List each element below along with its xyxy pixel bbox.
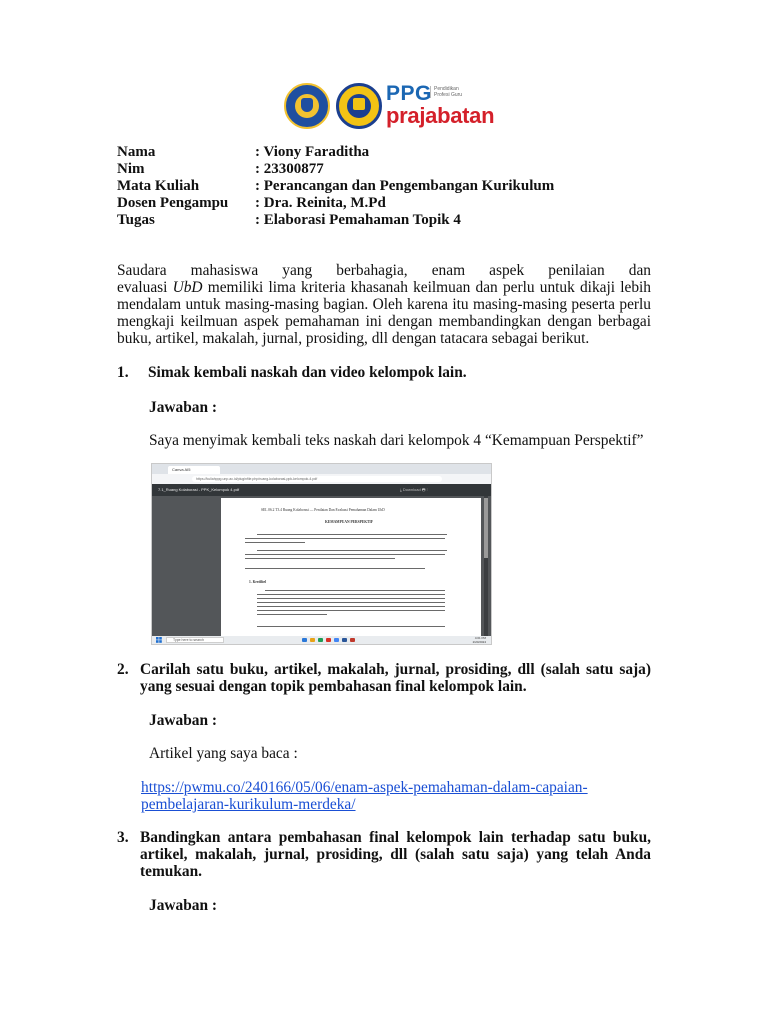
pdf-text-line: [257, 602, 445, 603]
pdf-text-line: [257, 534, 447, 535]
taskbar-clock: 4:01 PM 2/20/2024: [472, 636, 486, 644]
pdf-text-line: [257, 606, 445, 607]
question-3-jawaban-label: Jawaban :: [149, 897, 217, 914]
intro-line: evaluasi UbD memiliki lima kriteria khasanah keilmuan dan perlu untuk dikaji lebih: [117, 279, 651, 296]
pdf-page-heading: SEL 06.2 T3.4 Ruang Kolaborasi — Penilaian Dan Evaluasi Pemahaman Dalam UbD: [261, 508, 385, 512]
taskbar-app-icon: [302, 638, 307, 642]
identity-label: Dosen Pengampu: [117, 195, 229, 211]
question-3-line: temukan.: [140, 863, 202, 880]
pdf-text-line: [245, 568, 425, 569]
article-link-line-1[interactable]: https://pwmu.co/240166/05/06/enam-aspek-pemahaman-dalam-capaian-: [141, 779, 588, 796]
question-3-line: Bandingkan antara pembahasan final kelompok lain terhadap satu buku,: [140, 829, 651, 846]
unp-university-logo-icon: [336, 83, 382, 129]
identity-value: : Elaborasi Pemahaman Topik 4: [255, 212, 461, 228]
intro-paragraph: [117, 262, 651, 347]
pdf-section-heading: 1. Kredibel: [249, 580, 267, 584]
identity-label: Nim: [117, 161, 145, 177]
pdf-text-line: [245, 542, 305, 543]
pdf-page: [221, 498, 481, 636]
question-1-text: Simak kembali naskah dan video kelompok lain.: [148, 364, 467, 381]
question-1-answer: Saya menyimak kembali teks naskah dari kelompok 4 “Kemampuan Perspektif”: [149, 432, 644, 449]
question-1-jawaban-label: Jawaban :: [149, 399, 217, 416]
intro-line: Saudara mahasiswa yang berbahagia, enam aspek penilaian dan: [117, 262, 651, 279]
intro-line: mendalam untuk masing-masing bagian. Oleh karena itu masing-masing peserta perlu: [117, 296, 651, 313]
pdf-text-line: [245, 558, 395, 559]
intro-line: buku, artikel, makalah, jurnal, prosiding, dll dengan tatacara sebagai berikut.: [117, 330, 590, 347]
browser-tab: Canva AI5: [168, 466, 220, 474]
pdf-text-line: [257, 626, 445, 627]
intro-line: mengkaji keilmuan aspek pemahaman ini dengan membandingkan dengan berbagai: [117, 313, 651, 330]
browser-url-bar: https://kuliahppg.unp.ac.id/pluginfile.php/ruang-kolaborasi-ppk-kelompok-4.pdf: [192, 476, 442, 482]
identity-label: Tugas: [117, 212, 155, 228]
header-logos: [282, 80, 495, 136]
question-2-jawaban-label: Jawaban :: [149, 712, 217, 729]
embedded-browser-screenshot: [151, 463, 492, 645]
identity-value: : 23300877: [255, 161, 324, 177]
taskbar-app-icon: [342, 638, 347, 642]
question-3-number: 3.: [117, 829, 129, 846]
prajabatan-logo-word: prajabatan: [386, 103, 495, 128]
identity-value: : Perancangan dan Pengembangan Kurikulum: [255, 178, 555, 194]
pdf-toolbar-actions: ⤓ Download 🖶 ⋮: [400, 487, 428, 492]
taskbar-app-icon: [326, 638, 331, 642]
pdf-scrollbar-thumb: [484, 498, 488, 558]
pdf-text-line: [245, 554, 445, 555]
ppg-logo-word: PPG: [386, 82, 432, 105]
pdf-text-line: [245, 538, 445, 539]
taskbar-app-icon: [334, 638, 339, 642]
pdf-file-name: 7.1_Ruang Kolaborasi - PPK_Kelompok 4.pdf: [158, 487, 240, 492]
pdf-text-line: [257, 594, 445, 595]
identity-value: : Viony Faraditha: [255, 144, 370, 160]
pdf-page-title: KEMAMPUAN PERSPEKTIF: [325, 520, 374, 524]
question-2-answer: Artikel yang saya baca :: [149, 745, 298, 762]
windows-start-icon: [156, 637, 162, 643]
ppg-prajabatan-logo: [386, 82, 495, 134]
identity-label: Mata Kuliah: [117, 178, 200, 194]
taskbar-app-icon: [310, 638, 315, 642]
question-3-text: [140, 829, 651, 880]
taskbar-app-icon: [318, 638, 323, 642]
ppg-logo-subtitle: Pendidikan Profesi Guru: [430, 86, 464, 98]
question-2-line: yang sesuai dengan topik pembahasan final kelompok lain.: [140, 678, 527, 695]
taskbar-search-box: Type here to search: [166, 637, 224, 643]
ubd-term: UbD: [172, 279, 203, 296]
pdf-text-line: [257, 550, 447, 551]
question-2-text: [140, 661, 651, 695]
question-2-number: 2.: [117, 661, 129, 678]
pdf-text-line: [265, 590, 445, 591]
question-2-line: Carilah satu buku, artikel, makalah, jurnal, prosiding, dll (salah satu saja): [140, 661, 651, 678]
pdf-text-line: [257, 598, 445, 599]
question-1-number: 1.: [117, 364, 129, 381]
pdf-text-line: [257, 610, 445, 611]
question-3-line: artikel, makalah, jurnal, prosiding, dll (salah satu saja) yang telah Anda: [140, 846, 651, 863]
pdf-text-line: [257, 614, 327, 615]
tut-wuri-handayani-logo-icon: [284, 83, 330, 129]
identity-value: : Dra. Reinita, M.Pd: [255, 195, 386, 211]
taskbar-app-icon: [350, 638, 355, 642]
identity-label: Nama: [117, 144, 156, 160]
article-link-line-2[interactable]: pembelajaran-kurikulum-merdeka/: [141, 796, 356, 813]
